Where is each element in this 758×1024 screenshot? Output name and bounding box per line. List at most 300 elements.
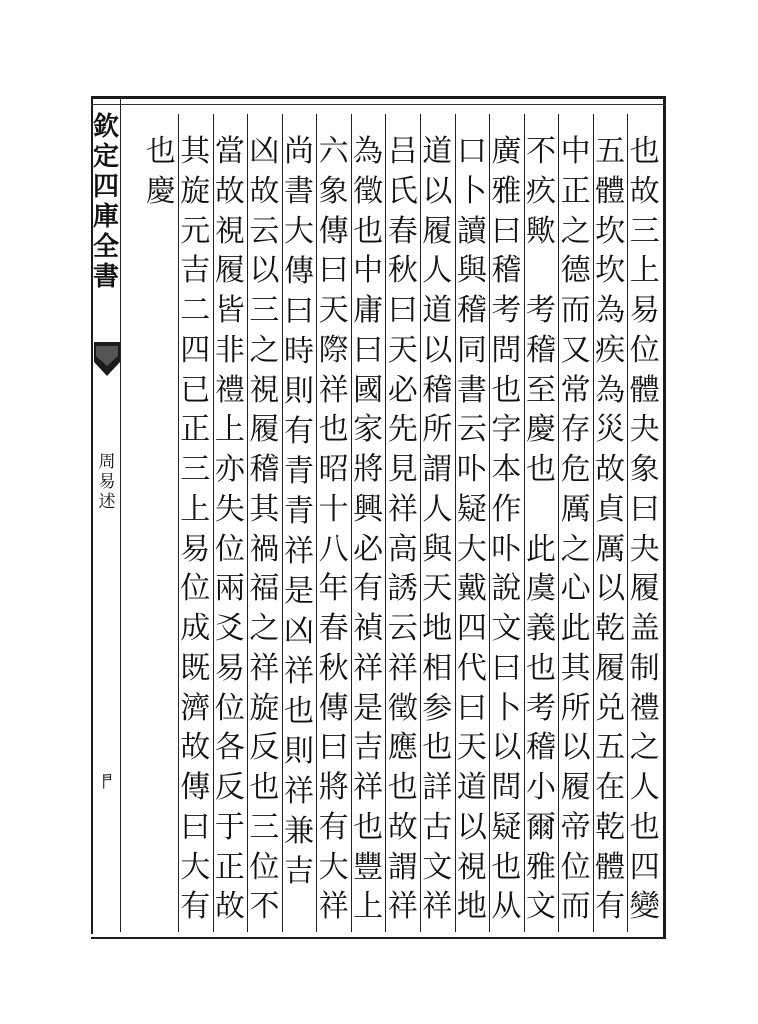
text-char: 正 bbox=[214, 849, 245, 885]
text-char: 是 bbox=[283, 574, 314, 609]
text-char: 曰 bbox=[283, 294, 314, 329]
text-char: 地 bbox=[456, 889, 487, 925]
margin-subtitle-char: 述 bbox=[98, 492, 116, 512]
text-char: 傳 bbox=[283, 254, 314, 289]
margin-subtitle-char: 易 bbox=[98, 472, 116, 492]
text-char: 履 bbox=[629, 571, 660, 607]
text-char: 詳 bbox=[422, 770, 453, 805]
text-char: 必 bbox=[387, 372, 418, 408]
text-char: 昭 bbox=[318, 452, 349, 487]
text-char: 青 bbox=[283, 494, 314, 529]
text-char: 時 bbox=[283, 334, 314, 369]
text-char: 謂 bbox=[387, 849, 418, 885]
text-char: 慶 bbox=[525, 412, 556, 448]
text-char: 體 bbox=[595, 849, 626, 885]
text-char: 云 bbox=[387, 611, 418, 646]
fishtail-mark-icon bbox=[92, 342, 122, 376]
text-char: 疚 bbox=[525, 173, 556, 209]
text-char: 所 bbox=[560, 690, 591, 726]
text-char: 天 bbox=[456, 730, 487, 766]
text-char: 至 bbox=[525, 372, 556, 408]
text-char: 夬 bbox=[629, 412, 660, 448]
text-char: 興 bbox=[353, 491, 384, 527]
text-char: 非 bbox=[214, 332, 245, 368]
text-char: 際 bbox=[318, 332, 349, 368]
text-column bbox=[628, 132, 661, 927]
text-char: 以 bbox=[456, 809, 487, 845]
text-char: 此 bbox=[525, 531, 556, 567]
text-char: 秋 bbox=[318, 650, 349, 686]
text-char: 稽 bbox=[456, 293, 487, 328]
text-char: 災 bbox=[595, 412, 626, 448]
text-char: 為 bbox=[595, 293, 626, 328]
text-char: 六 bbox=[318, 134, 349, 169]
text-char: 故 bbox=[180, 730, 211, 766]
text-char: 位 bbox=[629, 332, 660, 368]
text-char: 以 bbox=[560, 730, 591, 766]
text-char: 書 bbox=[456, 372, 487, 408]
text-char: 之 bbox=[560, 531, 591, 567]
text-char: 疾 bbox=[595, 332, 626, 368]
text-char: 坎 bbox=[595, 213, 626, 249]
text-column bbox=[421, 132, 454, 927]
text-char: 考 bbox=[525, 690, 556, 726]
text-char: 年 bbox=[318, 571, 349, 607]
text-char: 在 bbox=[595, 770, 626, 805]
text-char: 乾 bbox=[595, 611, 626, 646]
text-char: 四 bbox=[629, 849, 660, 885]
text-char: 天 bbox=[318, 293, 349, 328]
text-char: 也 bbox=[387, 770, 418, 805]
text-char: 謂 bbox=[422, 452, 453, 487]
text-char: 代 bbox=[456, 650, 487, 686]
text-char: 見 bbox=[387, 452, 418, 487]
text-char: 也 bbox=[629, 809, 660, 845]
margin-title-char: 全 bbox=[93, 232, 120, 262]
text-char: 則 bbox=[283, 374, 314, 409]
text-char: 必 bbox=[353, 531, 384, 567]
text-char: 三 bbox=[249, 809, 280, 845]
text-char: 曰 bbox=[180, 809, 211, 845]
text-column bbox=[283, 132, 316, 892]
text-char: 大 bbox=[283, 214, 314, 249]
text-char: 从 bbox=[491, 889, 522, 925]
text-char: 也 bbox=[145, 134, 176, 169]
text-char: 將 bbox=[353, 452, 384, 487]
margin-page-number: 𠁣 bbox=[98, 772, 116, 792]
text-char bbox=[525, 490, 558, 530]
text-char: 凶 bbox=[249, 134, 280, 169]
text-char: 則 bbox=[283, 734, 314, 769]
text-char: 乾 bbox=[595, 809, 626, 845]
text-char: 曰 bbox=[491, 650, 522, 686]
text-char: 考 bbox=[491, 293, 522, 328]
margin-title-char: 四 bbox=[93, 172, 120, 202]
text-char: 也 bbox=[525, 650, 556, 686]
text-char: 也 bbox=[525, 452, 556, 487]
text-char: 大 bbox=[180, 849, 211, 885]
text-char: 旋 bbox=[249, 690, 280, 726]
text-char: 當 bbox=[214, 134, 245, 169]
text-char: 又 bbox=[560, 332, 591, 368]
text-char: 也 bbox=[283, 694, 314, 729]
text-char: 庸 bbox=[353, 293, 384, 328]
text-char: 履 bbox=[560, 770, 591, 805]
text-char: 位 bbox=[560, 849, 591, 885]
text-char: 故 bbox=[214, 173, 245, 209]
text-char: 之 bbox=[249, 611, 280, 646]
text-char: 先 bbox=[387, 412, 418, 448]
text-char: 疑 bbox=[456, 491, 487, 527]
text-char: 爻 bbox=[214, 611, 245, 646]
text-char: 道 bbox=[422, 293, 453, 328]
text-char: 疑 bbox=[491, 809, 522, 845]
text-char: 體 bbox=[595, 173, 626, 209]
text-char: 視 bbox=[249, 372, 280, 408]
text-char: 易 bbox=[629, 293, 660, 328]
text-char: 上 bbox=[629, 253, 660, 289]
text-char: 雅 bbox=[491, 173, 522, 209]
text-char: 曰 bbox=[629, 491, 660, 527]
text-char: 曰 bbox=[456, 690, 487, 726]
text-char: 曰 bbox=[318, 730, 349, 766]
text-char: 道 bbox=[422, 134, 453, 169]
text-char: 稽 bbox=[491, 253, 522, 289]
text-char: 有 bbox=[180, 889, 211, 925]
text-char: 曰 bbox=[318, 253, 349, 289]
text-char: 讀 bbox=[456, 213, 487, 249]
text-char: 五 bbox=[595, 134, 626, 169]
text-char: 歟 bbox=[525, 213, 556, 249]
text-char: 也 bbox=[629, 134, 660, 169]
text-char: 德 bbox=[560, 253, 591, 289]
text-char: 祥 bbox=[318, 889, 349, 925]
margin-title-char: 庫 bbox=[93, 202, 120, 232]
text-char: 家 bbox=[353, 412, 384, 448]
text-char: 故 bbox=[595, 452, 626, 487]
text-char: 春 bbox=[387, 213, 418, 249]
text-char: 五 bbox=[595, 730, 626, 766]
text-char: 應 bbox=[387, 730, 418, 766]
text-char: 曰 bbox=[387, 293, 418, 328]
text-char: 易 bbox=[180, 531, 211, 567]
text-column bbox=[214, 132, 247, 927]
text-char: 相 bbox=[422, 650, 453, 686]
text-char: 位 bbox=[214, 690, 245, 726]
text-column bbox=[525, 132, 558, 927]
text-char: 存 bbox=[560, 412, 591, 448]
text-char: 位 bbox=[214, 531, 245, 567]
text-char: 徵 bbox=[353, 173, 384, 209]
margin-title-char: 定 bbox=[93, 142, 120, 172]
text-column bbox=[490, 132, 523, 927]
text-char: 故 bbox=[387, 809, 418, 845]
text-char: 元 bbox=[180, 213, 211, 249]
text-column bbox=[179, 132, 212, 927]
text-char: 以 bbox=[422, 173, 453, 209]
text-char: 變 bbox=[629, 889, 660, 925]
text-char: 之 bbox=[560, 213, 591, 249]
text-char: 稽 bbox=[249, 452, 280, 487]
text-char: 祥 bbox=[283, 774, 314, 809]
text-char: 祥 bbox=[283, 534, 314, 569]
text-char: 履 bbox=[214, 253, 245, 289]
text-char: 將 bbox=[318, 770, 349, 805]
text-char: 而 bbox=[560, 889, 591, 925]
text-char: 帝 bbox=[560, 809, 591, 845]
text-char: 兼 bbox=[283, 814, 314, 849]
text-char: 履 bbox=[595, 650, 626, 686]
text-char: 人 bbox=[422, 491, 453, 527]
text-char: 参 bbox=[422, 690, 453, 726]
text-char: 亦 bbox=[214, 452, 245, 487]
text-char: 反 bbox=[214, 770, 245, 805]
text-char: 祥 bbox=[318, 372, 349, 408]
text-char: 易 bbox=[214, 650, 245, 686]
text-column bbox=[456, 132, 489, 927]
text-char: 稽 bbox=[422, 372, 453, 408]
text-char: 制 bbox=[629, 650, 660, 686]
text-char: 廣 bbox=[491, 134, 522, 169]
margin-title-char: 欽 bbox=[93, 112, 120, 142]
text-char: 禍 bbox=[249, 531, 280, 567]
text-char: 祥 bbox=[353, 770, 384, 805]
text-char: 厲 bbox=[560, 491, 591, 527]
text-char: 也 bbox=[318, 412, 349, 448]
text-char bbox=[525, 251, 558, 291]
text-char: 視 bbox=[456, 849, 487, 885]
text-char: 問 bbox=[491, 770, 522, 805]
text-char: 盖 bbox=[629, 611, 660, 646]
text-char: 上 bbox=[353, 889, 384, 925]
text-char: 不 bbox=[249, 889, 280, 925]
margin-volume-title bbox=[96, 452, 118, 512]
text-char: 祥 bbox=[249, 650, 280, 686]
text-char: 祥 bbox=[283, 654, 314, 689]
text-char: 也 bbox=[491, 372, 522, 408]
text-char: 貞 bbox=[595, 491, 626, 527]
text-char: 大 bbox=[318, 849, 349, 885]
text-char: 坎 bbox=[595, 253, 626, 289]
text-char: 祥 bbox=[387, 650, 418, 686]
text-char: 厲 bbox=[595, 531, 626, 567]
text-char: 以 bbox=[595, 571, 626, 607]
text-char: 戴 bbox=[456, 571, 487, 607]
text-char: 位 bbox=[180, 571, 211, 607]
text-char: 古 bbox=[422, 809, 453, 845]
text-char: 稽 bbox=[525, 730, 556, 766]
text-char: 有 bbox=[318, 809, 349, 845]
text-char: 卜 bbox=[491, 690, 522, 726]
text-char: 大 bbox=[456, 531, 487, 567]
text-char: 不 bbox=[525, 134, 556, 169]
text-char: 吉 bbox=[353, 730, 384, 766]
text-char: 豐 bbox=[353, 849, 384, 885]
text-char: 祥 bbox=[353, 650, 384, 686]
text-column bbox=[559, 132, 592, 927]
text-char: 各 bbox=[214, 730, 245, 766]
text-char: 三 bbox=[249, 293, 280, 328]
text-char: 徵 bbox=[387, 690, 418, 726]
text-char: 義 bbox=[525, 611, 556, 646]
text-char: 問 bbox=[491, 332, 522, 368]
text-char: 既 bbox=[180, 650, 211, 686]
text-char: 也 bbox=[249, 770, 280, 805]
text-char: 四 bbox=[456, 611, 487, 646]
text-char: 人 bbox=[629, 770, 660, 805]
text-char: 禎 bbox=[353, 611, 384, 646]
text-char: 禮 bbox=[214, 372, 245, 408]
text-char: 常 bbox=[560, 372, 591, 408]
text-char: 旋 bbox=[180, 173, 211, 209]
text-char: 傳 bbox=[318, 213, 349, 249]
text-char: 凶 bbox=[283, 614, 314, 649]
text-char: 福 bbox=[249, 571, 280, 607]
text-char: 象 bbox=[629, 452, 660, 487]
text-char: 三 bbox=[629, 213, 660, 249]
text-column bbox=[317, 132, 350, 927]
text-char: 視 bbox=[214, 213, 245, 249]
text-char: 吕 bbox=[387, 134, 418, 169]
text-char: 此 bbox=[560, 611, 591, 646]
text-char: 上 bbox=[214, 412, 245, 448]
text-char: 也 bbox=[353, 809, 384, 845]
text-char: 爾 bbox=[525, 809, 556, 845]
text-char: 以 bbox=[422, 332, 453, 368]
text-char: 國 bbox=[353, 372, 384, 408]
text-char: 中 bbox=[560, 134, 591, 169]
text-char: 是 bbox=[353, 690, 384, 726]
text-char: 以 bbox=[249, 253, 280, 289]
frame-inner-top-rule bbox=[91, 104, 666, 105]
text-char: 象 bbox=[318, 173, 349, 209]
text-char: 正 bbox=[180, 412, 211, 448]
text-char: 成 bbox=[180, 611, 211, 646]
text-char: 祥 bbox=[422, 889, 453, 925]
text-char: 誘 bbox=[387, 571, 418, 607]
text-char: 夬 bbox=[629, 531, 660, 567]
text-column bbox=[594, 132, 627, 927]
text-char: 秋 bbox=[387, 253, 418, 289]
text-char: 青 bbox=[283, 454, 314, 489]
text-char: 口 bbox=[456, 134, 487, 169]
text-char: 中 bbox=[353, 253, 384, 289]
text-char: 危 bbox=[560, 452, 591, 487]
text-char: 傳 bbox=[318, 690, 349, 726]
text-char: 也 bbox=[422, 730, 453, 766]
text-char: 二 bbox=[180, 293, 211, 328]
margin-rule bbox=[120, 99, 121, 932]
text-char: 也 bbox=[491, 849, 522, 885]
text-char: 有 bbox=[283, 414, 314, 449]
text-char: 禮 bbox=[629, 690, 660, 726]
text-char: 曰 bbox=[491, 213, 522, 249]
text-char: 三 bbox=[180, 452, 211, 487]
margin-book-title bbox=[93, 112, 119, 292]
text-char: 本 bbox=[491, 452, 522, 487]
text-char: 有 bbox=[353, 571, 384, 607]
text-column bbox=[386, 132, 419, 927]
text-column bbox=[352, 132, 385, 927]
text-char: 之 bbox=[249, 332, 280, 368]
text-char: 作 bbox=[491, 491, 522, 527]
text-char: 卟 bbox=[456, 452, 487, 487]
text-char: 小 bbox=[525, 770, 556, 805]
text-char: 其 bbox=[180, 134, 211, 169]
text-char: 文 bbox=[525, 889, 556, 925]
text-char: 春 bbox=[318, 611, 349, 646]
text-char: 考 bbox=[525, 293, 556, 328]
text-char: 其 bbox=[249, 491, 280, 527]
text-char: 反 bbox=[249, 730, 280, 766]
text-char: 說 bbox=[491, 571, 522, 607]
text-char: 其 bbox=[560, 650, 591, 686]
text-char: 上 bbox=[180, 491, 211, 527]
text-char: 云 bbox=[456, 412, 487, 448]
text-char: 有 bbox=[595, 889, 626, 925]
text-char: 而 bbox=[560, 293, 591, 328]
text-char: 十 bbox=[318, 491, 349, 527]
text-char: 雅 bbox=[525, 849, 556, 885]
text-char: 曰 bbox=[353, 332, 384, 368]
text-char: 高 bbox=[387, 531, 418, 567]
text-char: 與 bbox=[422, 531, 453, 567]
text-char: 履 bbox=[249, 412, 280, 448]
text-char: 皆 bbox=[214, 293, 245, 328]
margin-title-char: 書 bbox=[93, 262, 120, 292]
text-char: 氏 bbox=[387, 173, 418, 209]
text-char: 濟 bbox=[180, 690, 211, 726]
text-char: 兩 bbox=[214, 571, 245, 607]
text-column bbox=[248, 132, 281, 927]
text-char: 慶 bbox=[145, 174, 176, 209]
text-char: 吉 bbox=[283, 854, 314, 889]
text-char: 卜 bbox=[456, 173, 487, 209]
text-char: 為 bbox=[595, 372, 626, 408]
text-char: 正 bbox=[560, 173, 591, 209]
text-column bbox=[144, 132, 177, 212]
text-char: 與 bbox=[456, 253, 487, 289]
text-char: 天 bbox=[387, 332, 418, 368]
text-char: 體 bbox=[629, 372, 660, 408]
text-char: 虞 bbox=[525, 571, 556, 607]
text-char: 已 bbox=[180, 372, 211, 408]
text-char: 失 bbox=[214, 491, 245, 527]
text-char: 位 bbox=[249, 849, 280, 885]
text-char: 為 bbox=[353, 134, 384, 169]
text-char: 四 bbox=[180, 332, 211, 368]
text-char: 祥 bbox=[387, 889, 418, 925]
text-char: 文 bbox=[491, 611, 522, 646]
text-char: 也 bbox=[353, 213, 384, 249]
text-char: 天 bbox=[422, 571, 453, 607]
text-char: 兑 bbox=[595, 690, 626, 726]
text-char: 以 bbox=[491, 730, 522, 766]
text-char: 書 bbox=[283, 174, 314, 209]
margin-subtitle-char: 周 bbox=[98, 452, 116, 472]
text-char: 尚 bbox=[283, 134, 314, 169]
text-char: 心 bbox=[560, 571, 591, 607]
text-char: 之 bbox=[629, 730, 660, 766]
text-char: 故 bbox=[249, 173, 280, 209]
text-char: 故 bbox=[629, 173, 660, 209]
text-char: 履 bbox=[422, 213, 453, 249]
text-char: 云 bbox=[249, 213, 280, 249]
text-char: 道 bbox=[456, 770, 487, 805]
text-char: 字 bbox=[491, 412, 522, 448]
text-char: 傳 bbox=[180, 770, 211, 805]
text-char: 文 bbox=[422, 849, 453, 885]
